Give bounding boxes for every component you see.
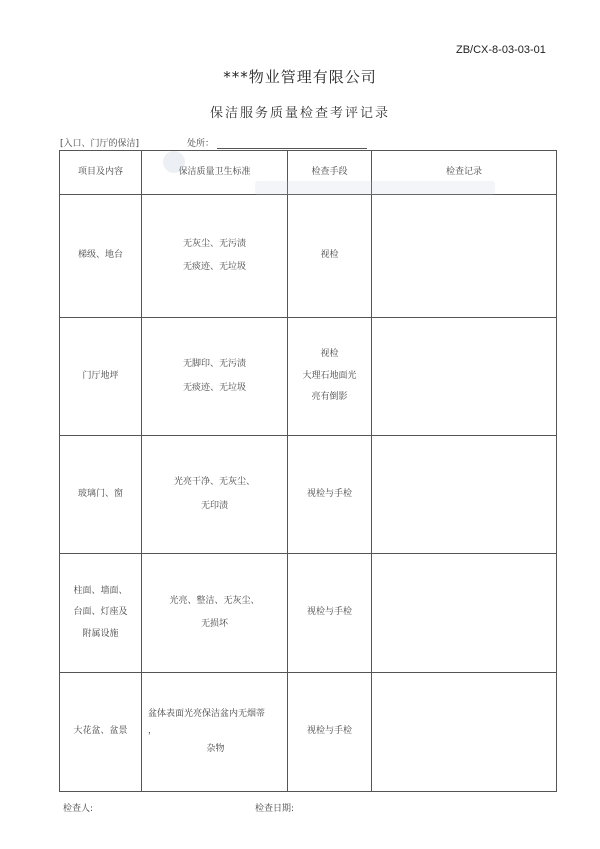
watermark-icon: [163, 151, 185, 173]
item-cell: 梯级、地台: [60, 195, 142, 318]
table-row: [60, 673, 557, 792]
method-cell: 视检: [288, 195, 372, 318]
record-cell[interactable]: [372, 436, 557, 554]
method-cell: 视检与手检: [288, 554, 372, 673]
area-label: [入口、门厅的保洁]: [60, 139, 140, 149]
record-cell[interactable]: [372, 673, 557, 792]
table-row: [60, 195, 557, 318]
inspector-label: 检查人:: [63, 804, 94, 814]
standard-cell: 无灰尘、无污渍 无痰迹、无垃圾: [142, 195, 288, 318]
standard-cell: 无脚印、无污渍 无痰迹、无垃圾: [142, 318, 288, 436]
item-cell: 柱面、墙面、 台面、灯座及 附属设施: [60, 554, 142, 673]
record-cell[interactable]: [372, 554, 557, 673]
record-cell[interactable]: [372, 195, 557, 318]
record-cell[interactable]: [372, 318, 557, 436]
method-cell: 视检与手检: [288, 673, 372, 792]
standard-cell: 光亮干净、无灰尘、 无印渍: [142, 436, 288, 554]
column-header-record: 检查记录: [372, 151, 557, 195]
method-cell: 视检与手检: [288, 436, 372, 554]
column-header-standard: 保洁质量卫生标准: [142, 151, 288, 195]
watermark-smudge: [255, 181, 495, 195]
location-label: 处所：: [187, 139, 215, 149]
standard-cell: 盆体表面光亮保洁盆内无烟蒂 ， 杂物: [142, 673, 288, 792]
form-code: ZB/CX-8-03-03-01: [456, 44, 546, 56]
company-name: ***物业管理有限公司: [223, 68, 377, 86]
table-row: [60, 318, 557, 436]
location-blank-line: [217, 148, 367, 149]
document-title: 保洁服务质量检查考评记录: [209, 106, 390, 121]
item-cell: 大花盆、盆景: [60, 673, 142, 792]
method-cell: 视检 大理石地面光 亮有倒影: [288, 318, 372, 436]
item-cell: 门厅地坪: [60, 318, 142, 436]
item-cell: 玻璃门、窗: [60, 436, 142, 554]
table-row: [60, 554, 557, 673]
inspection-table: [59, 150, 557, 792]
standard-cell: 光亮、整洁、无灰尘、 无损坏: [142, 554, 288, 673]
table-row: [60, 436, 557, 554]
column-header-item: 项目及内容: [60, 151, 142, 195]
column-header-method: 检查手段: [288, 151, 372, 195]
date-label: 检查日期:: [255, 804, 295, 814]
